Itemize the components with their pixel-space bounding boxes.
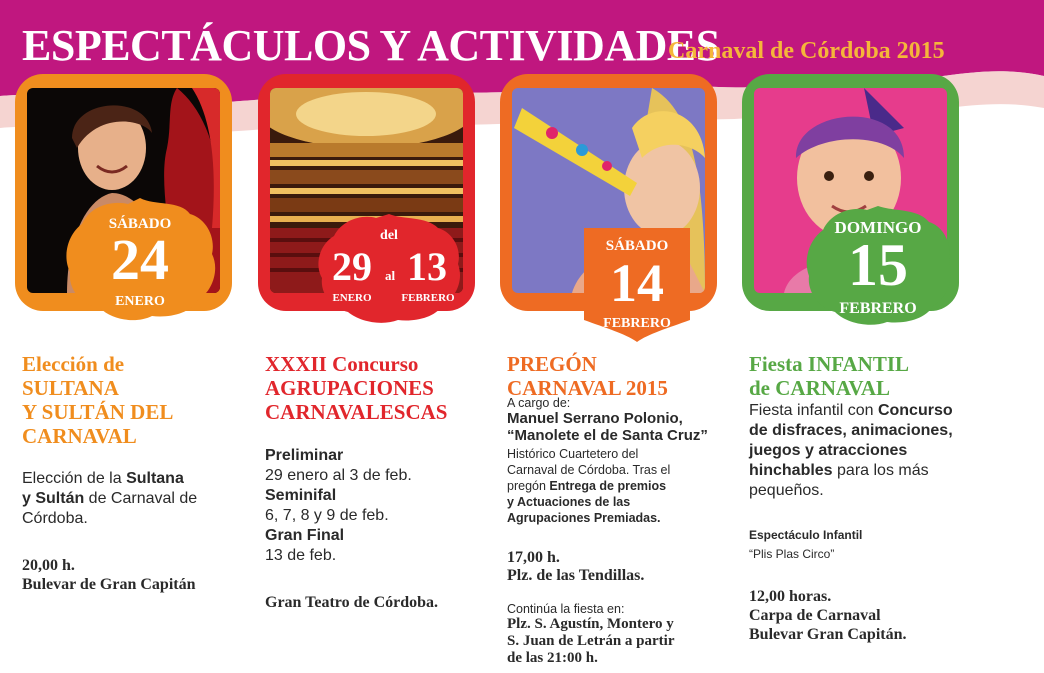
badge-to: al (384, 268, 396, 283)
badge-month: ENERO (115, 294, 165, 309)
event-heading: Fiesta INFANTIL de CARNAVAL (749, 352, 910, 400)
event-heading: XXXII Concurso AGRUPACIONES CARNAVALESCAS (265, 352, 448, 424)
event-continue-label: Continúa la fiesta en: (507, 602, 625, 616)
event-intro: A cargo de: (507, 396, 571, 410)
date-badge-29-enero-13-febrero (314, 212, 464, 324)
event-heading: PREGÓN CARNAVAL 2015 (507, 352, 668, 400)
event-place: Carpa de Carnaval Bulevar Gran Capitán. (749, 607, 907, 643)
badge-from: del (380, 228, 398, 243)
badge-weekday: SÁBADO (605, 238, 669, 254)
badge-month-start: ENERO (332, 292, 372, 304)
badge-day-end: 13 (407, 244, 447, 289)
event-heading: Elección de SULTANA Y SULTÁN DEL CARNAVAL (22, 352, 174, 448)
badge-weekday: DOMINGO (834, 218, 922, 237)
event-continue-places: Plz. S. Agustín, Montero y S. Juan de Letrán a partir de las 21:00 h. (507, 616, 675, 666)
badge-weekday: SÁBADO (108, 216, 172, 232)
event-place: Plz. de las Tendillas. (507, 567, 645, 584)
event-show-label: Espectáculo Infantil (749, 528, 863, 542)
event-description: Elección de la Sultana y Sultán de Carnaval de Córdoba. (22, 470, 198, 527)
badge-day: 24 (111, 227, 169, 292)
event-show-name: “Plis Plas Circo” (749, 547, 835, 561)
event-description: Fiesta infantil con Concurso de disfraces, animaciones, juegos y atracciones hinchables para los más pequeños. (749, 402, 953, 499)
badge-month: FEBRERO (839, 300, 917, 317)
badge-day: 14 (610, 253, 664, 313)
badge-month: FEBRERO (603, 316, 671, 331)
event-person: Manuel Serrano Polonio, “Manolete el de Santa Cruz” (507, 410, 708, 444)
event-time: 20,00 h. (22, 557, 75, 574)
page-title: ESPECTÁCULOS Y ACTIVIDADES (22, 21, 720, 70)
badge-day-start: 29 (332, 244, 372, 289)
date-badge-15-febrero (803, 204, 953, 328)
event-time: 17,00 h. (507, 549, 560, 566)
event-place: Gran Teatro de Córdoba. (265, 594, 439, 611)
event-schedule: Preliminar 29 enero al 3 de feb. Seminifal 6, 7, 8 y 9 de feb. Gran Final 13 de feb. (265, 447, 412, 564)
badge-day: 15 (848, 232, 908, 298)
date-badge-24-enero (60, 196, 220, 324)
page-subtitle: Carnaval de Córdoba 2015 (668, 38, 945, 64)
date-badge-14-febrero (578, 222, 696, 342)
event-description: Histórico Cuartetero del Carnaval de Córdoba. Tras el pregón Entrega de premios y Actuaciones de las Agrupaciones Premiadas. (507, 447, 671, 525)
event-place: Bulevar de Gran Capitán (22, 576, 196, 593)
badge-month-end: FEBRERO (401, 292, 455, 304)
event-time: 12,00 horas. (749, 588, 832, 605)
